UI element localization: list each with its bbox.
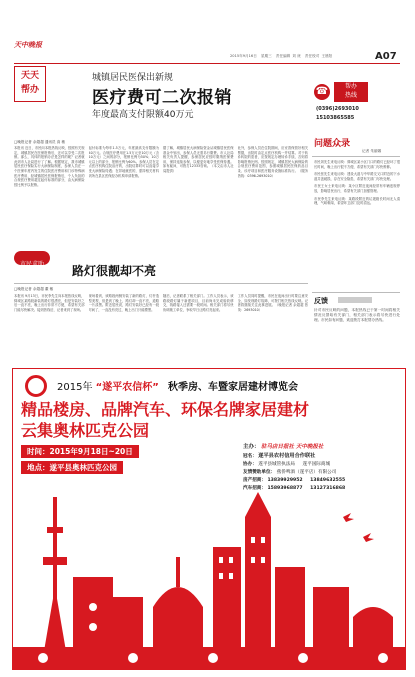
masthead-rule	[14, 63, 400, 64]
ad-organizers	[243, 443, 403, 493]
column-badge-line1: 天天	[20, 71, 39, 81]
masthead-meta	[230, 54, 332, 59]
paper-logo: 天中晚报	[14, 41, 42, 49]
ad-co2: 遂平国际商城	[302, 462, 331, 467]
hotline-box	[314, 80, 392, 128]
ad-title-name: 遂平县农村信用合作联社	[258, 453, 316, 459]
ad-time: 时间：2015年9月18日~20日	[21, 445, 139, 458]
ad-place: 地点：遂平县奥林匹克公园	[21, 461, 123, 474]
story2-byline: □晚报记者 余超超 董 敏	[14, 287, 54, 291]
story2-headline: 路灯很靓却不亮	[72, 264, 157, 278]
qa-list	[314, 160, 400, 206]
column-badge	[14, 66, 46, 102]
hotline-tel2: 15103865585	[316, 115, 355, 121]
story2-col3: 随后，记者联系了相关部门。工作人员表示，该路段路灯属于新建项目，目前尚未完成验收移交，线路接入还需要一段时间。相关部门将尽快协调施工单位，争取早日让路灯亮起来。	[163, 294, 234, 312]
qa-reporter-name: 朱丽娜	[370, 149, 382, 153]
story2-badge-label: 市民求助	[19, 261, 44, 268]
story2-col2: 现场看到，该路段两侧安装了新的路灯，灯杆造型美观，但是到了晚上，路灯却一直不亮，道路一片漆黑。附近居民说，路灯安装好已经有一段时间了，一直没有亮过，晚上出门只能摸黑。	[88, 294, 159, 312]
story1-col1: 本报讯 近日，市民向本报热线反映，按照有关规定，城镇居民在医保报销后，还可以享受二次报销。那么，具体的报销办法是怎样的呢？记者就此到市人社局进行了了解。根据规定，我市城镇居民医疗保险实行大病保险制度，参保人员在一个医保年度内发生的住院医疗费用和门诊特殊病医疗费用，经城镇居民医保报销后，个人负担的合规医疗费用超过起付标准的部分，由大病保险按比例予以报销。	[14, 146, 85, 187]
ad-house-row	[243, 477, 403, 485]
ad-host-row	[243, 443, 403, 452]
story1-col3: 据了解，城镇居民大病保险资金从城镇居民医保基金中划出，参保人员无需另行缴费。市人社局相关负责人提醒，参保居民应按时缴纳医保费用，保持连续参保，以便更好地享受医保待遇。如有疑问，可拨打12333咨询。（本文由市人社局提供）	[163, 146, 234, 173]
hotline-tel1: (0396)2693010	[316, 106, 359, 112]
ad-car-tel2: 13127316868	[310, 486, 346, 491]
story1-kicker: 城镇居民医保出新规	[92, 73, 174, 83]
story1-byline: □晚报记者 余超超 通讯员 高 敏	[14, 140, 66, 144]
ad-headline	[57, 378, 298, 393]
ad-slogan1: 精品楼房、品牌汽车、环保名牌家居建材	[21, 400, 310, 419]
ad-title-label: 冠名：	[243, 454, 257, 459]
story1-subhead: 年度最高支付限额40万元	[92, 110, 194, 120]
ad-slogan2: 云集奥林匹克公园	[21, 421, 150, 440]
story2-col1: 本报讯 9月13日，市民李先生向本报热线反映，驿城区某路段新装的路灯很漂亮，但是安装好之后一直不亮，晚上出行非常不方便，希望有关部门能尽快解决。接到热线后，记者来到了现场。	[14, 294, 85, 312]
qa-rule	[312, 156, 400, 157]
expo-ad	[12, 368, 406, 670]
story2-rule	[14, 283, 308, 284]
editor-label: 责任编辑	[275, 54, 291, 58]
editor-name: 刘 庚	[292, 54, 301, 58]
ad-support-label: 友情赞助单位：	[243, 470, 276, 475]
qa-reporter	[362, 149, 381, 154]
story1-col2: 起付标准为每年1.5万元，年度最高支付限额为40万元。合规医疗费用在1.5万元至10万元（含10万元）之间的部分，报销比例为50%；10万元以上的部分，报销比例为60%。参保人员在定点医疗机构住院治疗的，出院结算时可以直接享受大病保险待遇；在异地就医的，需持相关材料到所在县区医保经办机构申请报销。	[88, 146, 159, 178]
qa-item: 市民刘先生来电反映：驿城区某小区门口的路灯已经坏了很长时间，晚上出行很不方便，希望有关部门尽快维修。	[314, 160, 400, 169]
qa-item: 市民李先生来电反映：某路段附近的垃圾箱长时间无人清理，气味难闻，希望环卫部门及时清运。	[314, 196, 400, 206]
story1-col4: 此外，参保人员在住院期间，应妥善保管好相关票据，出院时由定点医疗机构一并结算。对于转诊转院的患者，应按规定办理转诊手续，否则将影响报销比例。按照规定，城镇居民大病保险的合规医疗费用范围，参照城镇居民医保药品目录、诊疗项目和医疗服务设施标准执行。（服务热线：0396-2693010）	[237, 146, 308, 178]
story1-body	[14, 146, 308, 230]
phone-icon: ☎	[314, 84, 330, 100]
ad-house-tel2: 13849632555	[310, 478, 346, 483]
proof-label: 责任校对	[304, 54, 320, 58]
proof-name: 王晨阳	[321, 54, 333, 58]
page-number: A07	[375, 51, 397, 62]
qa-item: 市民张先生来电反映：建设大道与中华路交叉口附近的下水道井盖破损，存在安全隐患，希望有关部门尽快处理。	[314, 172, 400, 181]
ad-host-label: 主办：	[243, 444, 260, 450]
ad-co-label: 协办：	[243, 462, 257, 467]
ad-host-name: 驻马店日报社 天中晚报社	[260, 444, 324, 450]
ad-year: 2015年	[57, 382, 93, 393]
papercut-skyline-illustration	[13, 487, 405, 669]
ad-cup-name: “遂平农信杯”	[95, 382, 159, 393]
qa-sidebar	[312, 136, 402, 364]
column-badge-line2: 帮办	[20, 85, 39, 95]
ad-house-tel1: 13839929952	[267, 478, 303, 483]
ad-title-row	[243, 452, 403, 461]
issue-date: 2015年9月16日	[230, 54, 257, 58]
story2-body	[14, 294, 308, 362]
qa-reply-redaction	[338, 297, 372, 303]
ad-car-label: 汽车招商：	[243, 486, 266, 491]
qa-title: 问题众录	[314, 139, 351, 149]
qa-item: 市民王女士来电反映：某小区附近夜间经常有车辆违规停放，影响居民出行，希望有关部门加强管理。	[314, 184, 400, 193]
ad-house-label: 房产招商：	[243, 478, 266, 483]
issue-weekday: 星期三	[260, 54, 272, 58]
qa-reply-text: 针对市民反映的问题，本报热线已于第一时间将相关情况反馈给有关部门，相关部门表示将尽快进行处理。市民如有问题，欢迎拨打本报帮办热线。	[314, 308, 400, 322]
hotline-label2: 热线	[344, 92, 357, 99]
qa-reporter-label: 记者	[362, 149, 370, 153]
qa-reply-rule	[312, 292, 400, 293]
ad-car-tel1: 15893968877	[267, 486, 303, 491]
story2-col4: 工作人员同时提醒，市民在夜间出行时要注意安全，如发现路灯故障，可拨打相关热线反映。记者将继续关注此事进展。（晚报记者 余超超 热线：2693010）	[237, 294, 308, 312]
ad-expo-title: 秋季房、车暨家居建材博览会	[167, 382, 298, 393]
ad-co1: 遂平县城管执法局	[258, 462, 296, 467]
ad-support-row	[243, 469, 403, 477]
ad-support-name: 燕侨啤酒（遂平店）有限公司	[276, 470, 337, 475]
bank-logo-icon	[25, 375, 47, 397]
story1-headline: 医疗费可二次报销	[92, 88, 232, 108]
qa-reply-title: 反馈	[314, 297, 328, 305]
ad-co-row	[243, 461, 403, 469]
hotline-badge	[334, 82, 368, 102]
masthead	[0, 0, 415, 64]
hotline-label1: 帮办	[344, 83, 357, 90]
story2-badge	[14, 251, 50, 268]
